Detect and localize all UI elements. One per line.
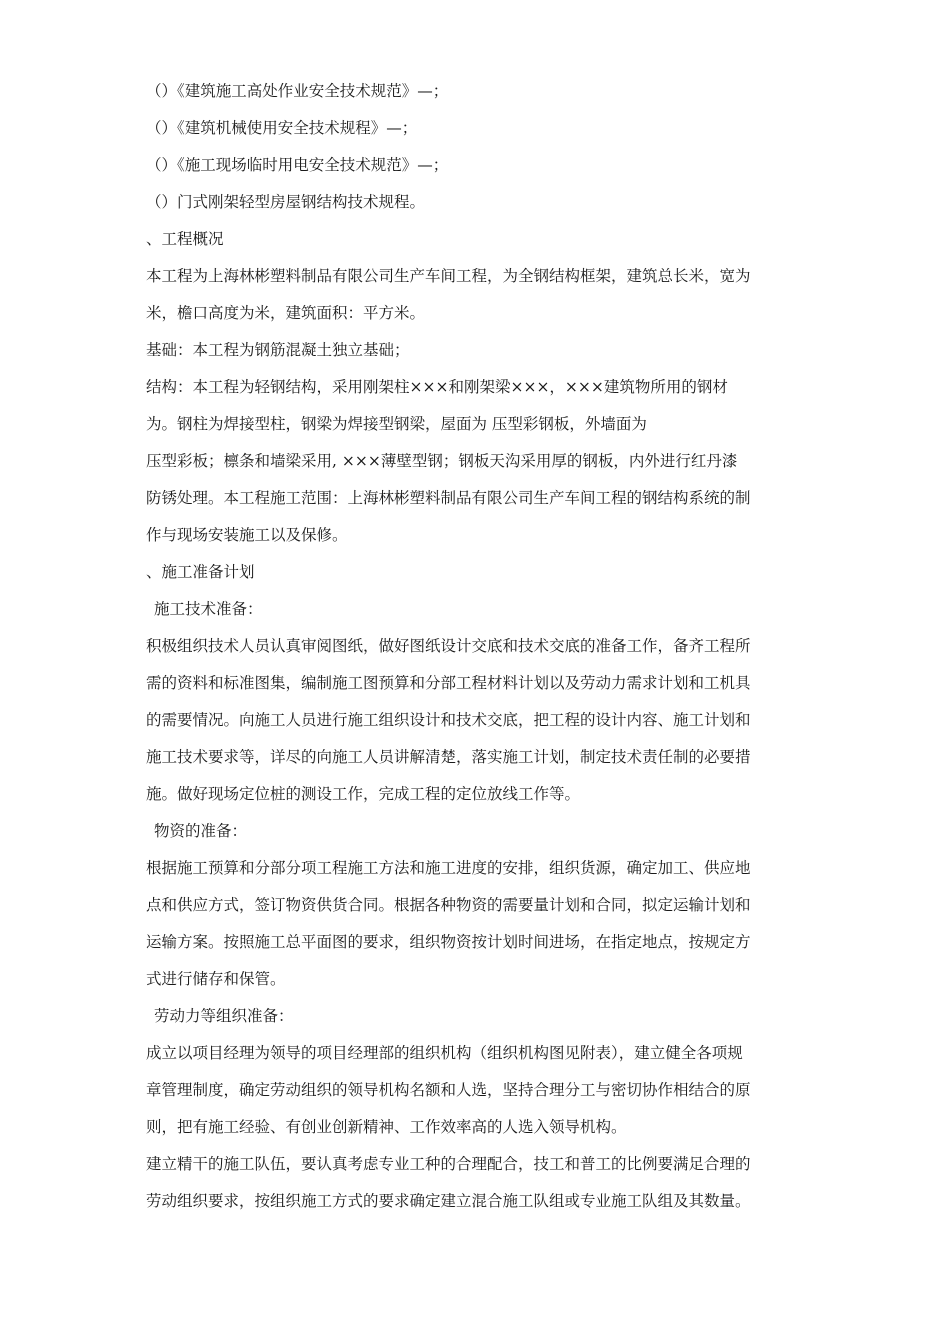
paragraph-line: 作与现场安装施工以及保修。 — [146, 526, 348, 544]
section-heading-prep: 、施工准备计划 — [146, 563, 255, 581]
paragraph-line: 式进行储存和保管。 — [146, 970, 286, 988]
paragraph-line: 防锈处理。本工程施工范围：上海林彬塑料制品有限公司生产车间工程的钢结构系统的制 — [146, 489, 751, 507]
paragraph-line: 则，把有施工经验、有创业创新精神、工作效率高的人选入领导机构。 — [146, 1118, 627, 1136]
overview-foundation: 基础：本工程为钢筋混凝土独立基础； — [146, 341, 410, 359]
paragraph-line: 压型彩板；檩条和墙梁采用, ×××薄壁型钢；钢板天沟采用厚的钢板，内外进行红丹漆 — [146, 452, 738, 470]
paragraph-line: 建立精干的施工队伍，要认真考虑专业工种的合理配合，技工和普工的比例要满足合理的 — [146, 1155, 751, 1173]
labor-body-1 — [146, 1038, 806, 1142]
subheading-labor: 劳动力等组织准备： — [154, 1007, 294, 1025]
subheading-material: 物资的准备： — [154, 822, 248, 840]
paragraph-line: 施。做好现场定位桩的测设工作，完成工程的定位放线工作等。 — [146, 785, 581, 803]
document-body — [146, 76, 806, 1216]
tech-body — [146, 631, 806, 809]
reference-item: （）《建筑施工高处作业安全技术规范》—； — [146, 82, 449, 100]
reference-item: （）《建筑机械使用安全技术规程》—； — [146, 119, 418, 137]
paragraph-line: 结构：本工程为轻钢结构，采用刚架柱×××和刚架梁×××，×××建筑物所用的钢材 — [146, 378, 728, 396]
paragraph-line: 点和供应方式，签订物资供货合同。根据各种物资的需要量计划和合同，拟定运输计划和 — [146, 896, 751, 914]
paragraph-line: 成立以项目经理为领导的项目经理部的组织机构（组织机构图见附表），建立健全各项规 — [146, 1044, 743, 1062]
reference-item: （）《施工现场临时用电安全技术规范》—； — [146, 156, 449, 174]
paragraph-line: 劳动组织要求，按组织施工方式的要求确定建立混合施工队组或专业施工队组及其数量。 — [146, 1192, 751, 1210]
paragraph-line: 本工程为上海林彬塑料制品有限公司生产车间工程，为全钢结构框架，建筑总长米，宽为 — [146, 267, 751, 285]
paragraph-line: 运输方案。按照施工总平面图的要求，组织物资按计划时间进场，在指定地点，按规定方 — [146, 933, 751, 951]
paragraph-line: 为。钢柱为焊接型柱，钢梁为焊接型钢梁，屋面为 压型彩钢板，外墙面为 — [146, 415, 647, 433]
paragraph-line: 积极组织技术人员认真审阅图纸，做好图纸设计交底和技术交底的准备工作，备齐工程所 — [146, 637, 751, 655]
paragraph-line: 的需要情况。向施工人员进行施工组织设计和技术交底，把工程的设计内容、施工计划和 — [146, 711, 751, 729]
material-body — [146, 853, 806, 994]
paragraph-line: 米，檐口高度为米，建筑面积：平方米。 — [146, 304, 426, 322]
subheading-tech: 施工技术准备： — [154, 600, 263, 618]
paragraph-line: 需的资料和标准图集，编制施工图预算和分部工程材料计划以及劳动力需求计划和工机具 — [146, 674, 751, 692]
labor-body-2 — [146, 1149, 806, 1216]
overview-structure — [146, 372, 806, 550]
overview-intro — [146, 261, 806, 328]
paragraph-line: 根据施工预算和分部分项工程施工方法和施工进度的安排，组织货源，确定加工、供应地 — [146, 859, 751, 877]
paragraph-line: 章管理制度，确定劳动组织的领导机构名额和人选，坚持合理分工与密切协作相结合的原 — [146, 1081, 751, 1099]
paragraph-line: 施工技术要求等，详尽的向施工人员讲解清楚，落实施工计划，制定技术责任制的必要措 — [146, 748, 751, 766]
reference-item: （）门式刚架轻型房屋钢结构技术规程。 — [146, 193, 426, 211]
section-heading-overview: 、工程概况 — [146, 230, 224, 248]
